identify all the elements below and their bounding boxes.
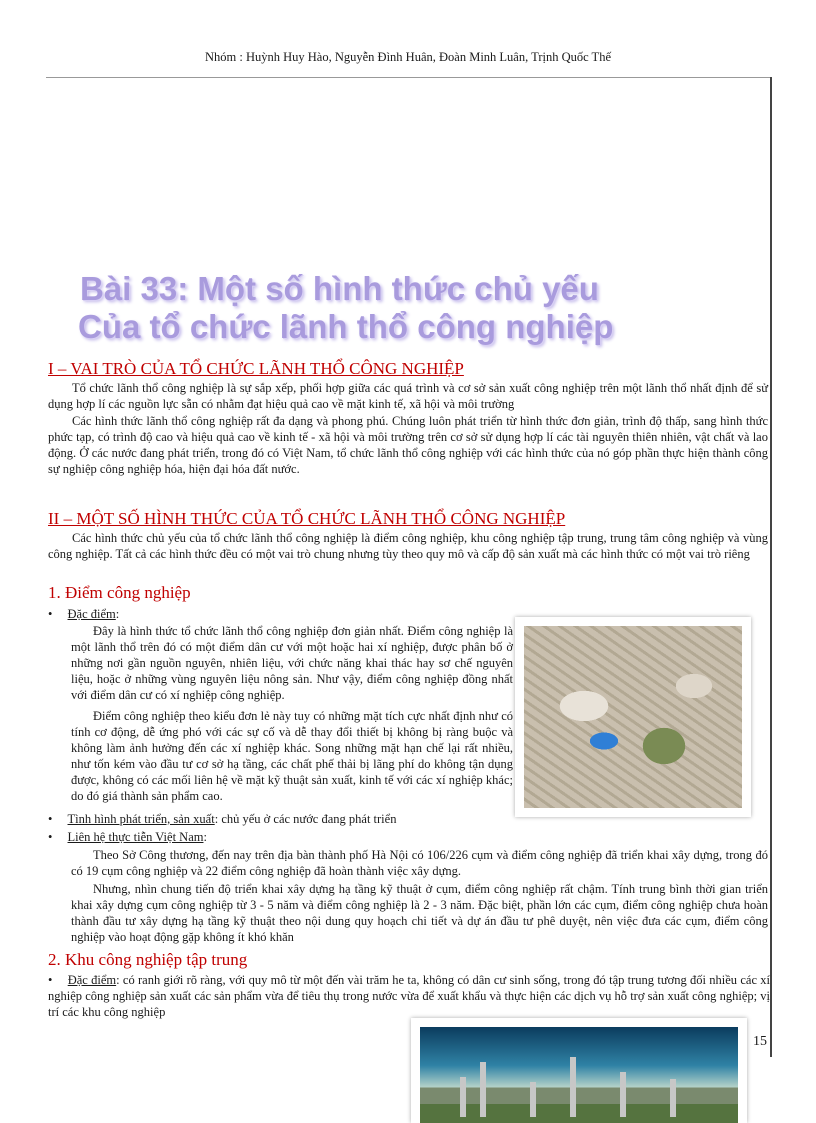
section2-heading: II – MỘT SỐ HÌNH THỨC CỦA TỔ CHỨC LÃNH THỔ CÔNG NGHIỆP [48,509,566,528]
part1-status-label: Tình hình phát triển, sản xuất [67,812,215,826]
part1-vn-paragraph1: Theo Sở Công thương, đến nay trên địa bàn thành phố Hà Nội có 106/226 cụm và điểm công nghiệp đã triển khai xây dựng, trong đó có 19 cụm công nghiệp và 22 điểm công nghiệp đã hoàn thành việc xây dựng. [71,848,768,878]
part1-vn-paragraph2: Nhưng, nhìn chung tiến độ triển khai xây dựng hạ tầng kỹ thuật ở cụm, điểm công nghiệp rất chậm. Tính trung bình thời gian triển khai xây dựng cụm công nghiệp từ 3 - 5 năm và điểm công nghiệp là 2 - 3 năm. Đặc biệt, phần lớn các cụm, điểm công nghiệp chưa hoàn thành đầu tư xây dựng hạ tầng kỹ thuật theo nội dung quy hoạch chi tiết và dự án đầu tư phê duyệt, nên việc đưa các cụm, điểm công nghiệp vào hoạt động gặp không ít khó khăn [71,882,768,944]
bullet-icon: • [48,830,53,844]
industrial-zone-photo [411,1018,747,1123]
bullet-icon: • [48,607,53,621]
lesson-title-line1: Bài 33: Một số hình thức chủ yếu [80,270,599,307]
aerial-view-image [524,626,742,808]
section1-paragraph2: Các hình thức lãnh thổ công nghiệp rất đa dạng và phong phú. Chúng luôn phát triển từ hình thức đơn giản, trình độ thấp, sang hình thức phức tạp, có trình độ cao và hiệu quả cao về kinh tế - xã hội và môi trường trên cơ sở sử dụng hợp lí các tài nguyên thiên nhiên, vật chất và lao động. Ở các nước đang phát triển, trong đó có Việt Nam, tổ chức lãnh thổ công nghiệp với các hình thức của nó góp phần thực hiện thành công sự nghiệp công nghiệp hóa, hiện đại hóa đất nước. [48,414,768,476]
part1-feature-paragraph2: Điểm công nghiệp theo kiểu đơn lẻ này tuy có những mặt tích cực nhất định như có tính cơ động, dễ ứng phó với các sự cố và dễ thay đổi thiết bị không bị ràng buộc và không làm ảnh hưởng đến các xí nghiệp khác. Song những mặt hạn chế lại rất nhiều, như tốn kém vào đầu tư cơ sở hạ tầng, các chất phế thải bị lãng phí do không tận dụng được, không có các mối liên hệ về mặt kỹ thuật sản xuất, kinh tế với các xí nghiệp khác; do đó giá thành sản phẩm cao. [71,709,513,803]
part2-feature-text: : có ranh giới rõ ràng, với quy mô từ một đến vài trăm he ta, không có dân cư sinh sống, trong đó tập trung tương đối nhiều các xí nghiệp công nghiệp sản xuất các sản phẩm vừa để tiêu thụ trong nước vừa để xuất khẩu và thực hiện các dịch vụ hỗ trợ sản xuất công nghiệp; vị trí các khu công nghiệp [48,973,771,1019]
bullet-icon: • [48,812,53,826]
part2-feature-label: Đặc điểm [67,973,117,987]
industrial-point-photo [515,617,751,817]
section2-paragraph: Các hình thức chủ yếu của tổ chức lãnh thổ công nghiệp là điểm công nghiệp, khu công nghiệp tập trung, trung tâm công nghiệp và vùng công nghiệp. Tất cả các hình thức đều có một vai trò chung nhưng tùy theo quy mô và cấp độ sản xuất mà các hình thức có một vai trò riêng [48,531,768,561]
page-border-right [770,77,772,1057]
part1-feature-bullet: • Đặc điểm: [48,607,120,621]
part2-heading: 2. Khu công nghiệp tập trung [48,950,248,969]
part1-vn-label: Liên hệ thực tiễn Việt Nam [67,830,204,844]
page-number: 15 [753,1034,767,1049]
part1-feature-label: Đặc điểm [67,607,116,621]
part2-feature-bullet [48,972,770,1020]
header-rule [46,77,770,78]
part1-feature-paragraph1: Đây là hình thức tổ chức lãnh thổ công nghiệp đơn giản nhất. Điểm công nghiệp là một lãnh thổ trên đó có một điểm dân cư với một hoặc hai xí nghiệp, được phân bố ở những nơi gần nguồn nguyên, nhiên liệu, với chức năng khai thác hay sơ chế nguyên liệu, hoặc ở những vùng nguyên liệu nông sản. Như vậy, điểm công nghiệp đồng nhất với điểm dân cư có xí nghiệp công nghiệp. [71,624,513,702]
part1-status-bullet [48,811,396,827]
lesson-title [80,270,613,346]
part1-vn-bullet: • Liên hệ thực tiễn Việt Nam: [48,830,207,844]
section1-paragraph1: Tổ chức lãnh thổ công nghiệp là sự sắp xếp, phối hợp giữa các quá trình và cơ sở sản xuất công nghiệp trên một lãnh thổ nhất định để sử dụng hợp lí các nguồn lực sẵn có nhằm đạt hiệu quả cao về mặt kinh tế, xã hội và môi trường [48,381,768,411]
section1-heading: I – VAI TRÒ CỦA TỔ CHỨC LÃNH THỔ CÔNG NGHIỆP [48,359,464,378]
bullet-icon: • [48,973,53,987]
part1-status-text: : chủ yếu ở các nước đang phát triển [214,812,397,826]
lesson-title-line2: Của tổ chức lãnh thổ công nghiệp [78,308,614,345]
part1-heading: 1. Điểm công nghiệp [48,583,191,602]
industrial-zone-image [420,1027,738,1123]
page-header: Nhóm : Huỳnh Huy Hào, Nguyễn Đình Huân, Đoàn Minh Luân, Trịnh Quốc Thế [205,50,611,64]
